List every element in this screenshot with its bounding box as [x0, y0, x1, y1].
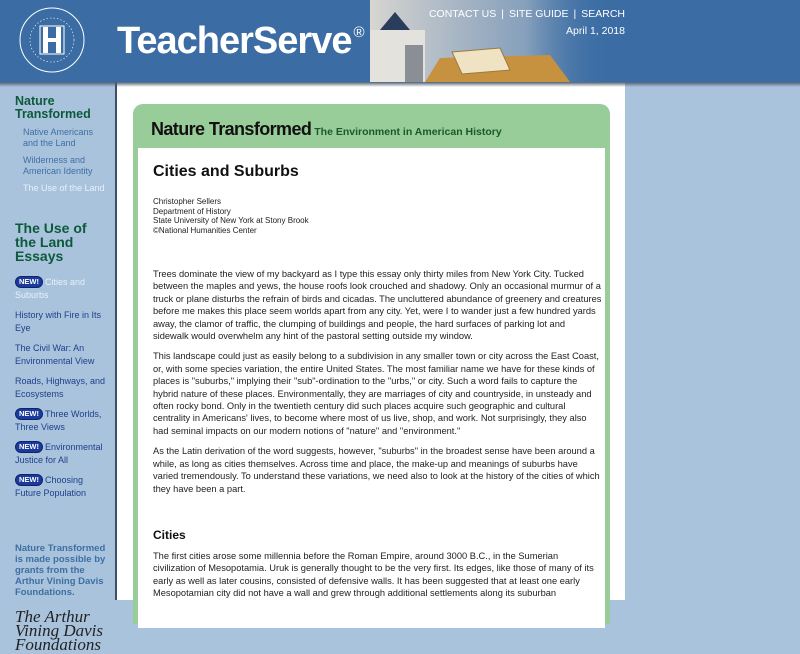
article-paragraph: This landscape could just as easily belong to a subdivision in any smaller town or city across the East Coast, or, with some species variation, the entire United States. The most familiar name we have for these kinds of places is "suburbs," implying their "sub"-ordination to the "urbs," or city. Such a word fails to capture the hybrid nature of these places. Environmentally, they are marriages of city and countryside, in unsteady and often rocky bond. Only in the twentieth century did such places acquire such geographic and cultural centrality in Americans' lives, to become where most of us live, shop, and work. Not surprisingly, they also had seminal impacts on our modern notions of "nature" and "environment.": [153, 351, 599, 436]
panel-banner: [151, 119, 502, 140]
essay-label: Environmental Justice for All: [15, 442, 103, 465]
nav-separator: |: [501, 8, 504, 20]
author-department: Department of History: [153, 206, 231, 216]
current-date: April 1, 2018: [566, 25, 625, 37]
new-badge: NEW!: [15, 408, 43, 420]
site-guide-link[interactable]: SITE GUIDE: [508, 8, 569, 20]
sidebar: [0, 82, 117, 654]
article-byline: [153, 197, 603, 235]
essay-link-cities-suburbs[interactable]: [15, 276, 107, 301]
site-header: [0, 0, 800, 82]
new-badge: NEW!: [15, 441, 43, 453]
section-heading-cities: Cities: [153, 527, 186, 542]
nhc-seal-logo[interactable]: [18, 6, 86, 74]
registered-mark: ®: [353, 24, 364, 41]
sidebar-section-title[interactable]: Nature Transformed: [15, 94, 91, 121]
banner-subtitle: The Environment in American History: [314, 126, 502, 138]
article-title: Cities and Suburbs: [153, 163, 299, 180]
contact-us-link[interactable]: CONTACT US: [428, 8, 497, 20]
article-paragraph: Trees dominate the view of my backyard as I type this essay only thirty miles from New York City. Tucked between the maples and yews, the house roofs look crouched and shadowy. Only an occasional murmur of a truck or plane disturbs the refrain of birds and cicadas. The uncluttered abundance of greenery and creatures before me makes this place seem worlds apart from any city. Yet, were I to wander just a few hundred yards away, the clamor of traffic, the clumping of buildings and people, the hard surfaces of parking lot and sidewalk would overwhelm any hint of the pastoral setting outside my window.: [153, 269, 602, 342]
copyright: ©National Humanities Center: [153, 225, 257, 235]
author-institution: State University of New York at Stony Brook: [153, 216, 309, 225]
article-paragraph: As the Latin derivation of the word suggests, however, "suburbs" in the broadest sense have been around a while, as long as cities themselves. Across time and place, the make-up and meanings of suburbs have varied tremendously. To understand these variations, we need also to look at the history of the cities of which they have been a part.: [153, 446, 600, 494]
nav-separator: |: [573, 8, 577, 20]
essay-label: Choosing Future Population: [15, 475, 87, 498]
sidebar-link-use-of-land[interactable]: The Use of the Land: [23, 183, 105, 193]
essay-link-environmental-justice[interactable]: [15, 441, 107, 466]
essay-label: Cities and Suburbs: [15, 277, 86, 300]
teacherserve-brand[interactable]: [117, 20, 364, 63]
new-badge: NEW!: [15, 474, 43, 486]
author-name: Christopher Sellers: [153, 197, 222, 206]
arthur-vining-davis-logo[interactable]: The Arthur Vining Davis Foundations: [15, 607, 103, 654]
sidebar-link-native-americans[interactable]: Native Americans and the Land: [23, 127, 94, 148]
essay-link-civil-war[interactable]: The Civil War: An Environmental View: [15, 343, 95, 366]
essays-section-title: The Use of the Land Essays: [15, 220, 87, 264]
nature-transformed-panel: [133, 104, 610, 624]
search-link[interactable]: SEARCH: [581, 8, 625, 20]
article-container: [138, 148, 605, 628]
essay-link-future-population[interactable]: [15, 474, 107, 499]
utility-nav: [429, 8, 625, 20]
essay-label: Three Worlds, Three Views: [15, 409, 102, 432]
main-content: [117, 82, 625, 600]
brand-text: TeacherServe: [117, 20, 352, 62]
essay-link-roads-highways[interactable]: Roads, Highways, and Ecosystems: [15, 376, 106, 399]
banner-title: Nature Transformed: [151, 119, 312, 139]
new-badge: NEW!: [15, 276, 43, 288]
article: [153, 148, 603, 600]
seal-icon: [18, 6, 86, 74]
essay-link-three-worlds[interactable]: [15, 408, 107, 433]
article-paragraph: The first cities arose some millennia before the Roman Empire, around 3000 B.C., in the Sumerian civilization of Mesopotamia. Uruk is generally thought to be the very first. Its edges, like those of many of its early as well as later cousins, consisted of defensive walls. It has been suggested that at least one early Mesopotamian city did not have a wall and grew through additional settlements along its suburban: [153, 550, 594, 599]
header-shadow: [0, 82, 800, 87]
essay-link-history-fire[interactable]: History with Fire in Its Eye: [15, 310, 102, 333]
funding-credit: Nature Transformed is made possible by grants from the Arthur Vining Davis Foundations.: [15, 543, 106, 598]
sidebar-link-wilderness[interactable]: Wilderness and American Identity: [23, 155, 93, 176]
